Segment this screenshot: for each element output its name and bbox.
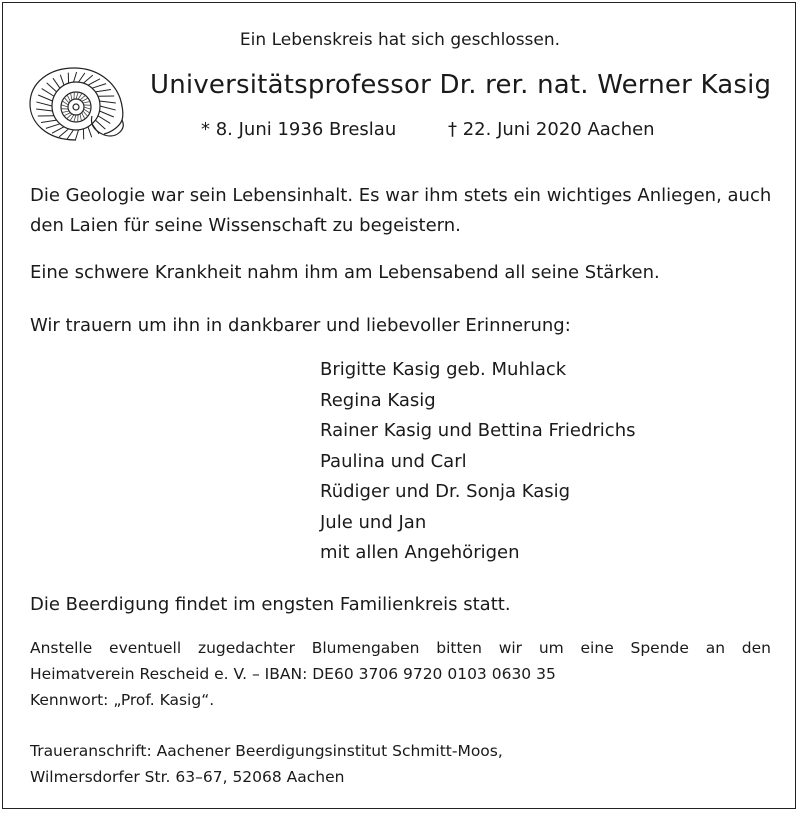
paragraph-geology: Die Geologie war sein Lebensinhalt. Es war ihm stets ein wichtiges Anliegen, auch den Laien für seine Wissenschaft zu begeistern. bbox=[30, 185, 772, 236]
donation-note bbox=[30, 635, 771, 713]
birth-date: * 8. Juni 1936 Breslau bbox=[201, 119, 397, 140]
death-date: † 22. Juni 2020 Aachen bbox=[448, 119, 655, 140]
mourner-name: Rüdiger und Dr. Sonja Kasig bbox=[320, 481, 571, 502]
intro-line: Ein Lebenskreis hat sich geschlossen. bbox=[239, 30, 561, 50]
donation-line: Anstelle eventuell zugedachter Blumengaben bitten wir um eine Spende an den bbox=[30, 639, 771, 657]
mourner-name: Regina Kasig bbox=[320, 389, 436, 411]
mourner-name: Brigitte Kasig geb. Muhlack bbox=[320, 359, 567, 380]
donation-line: Heimatverein Rescheid e. V. – IBAN: DE60 3706 9720 0103 0630 35 bbox=[30, 665, 556, 683]
paragraph-mourning: Wir trauern um ihn in dankbarer und liebevoller Erinnerung: bbox=[30, 315, 571, 336]
mourner-name: Jule und Jan bbox=[320, 511, 427, 533]
donation-line: Kennwort: „Prof. Kasig“. bbox=[30, 691, 215, 709]
address-line: Traueranschrift: Aachener Beerdigungsinstitut Schmitt-Moos, bbox=[30, 742, 503, 760]
mourner-name: Rainer Kasig und Bettina Friedrichs bbox=[320, 420, 636, 441]
mourner-name: mit allen Angehörigen bbox=[320, 542, 520, 563]
paragraph-funeral: Die Beerdigung findet im engsten Familienkreis statt. bbox=[30, 594, 511, 615]
deceased-name: Universitätsprofessor Dr. rer. nat. Werner Kasig bbox=[150, 70, 772, 100]
mourners-list bbox=[320, 355, 635, 569]
ammonite-fossil-icon bbox=[24, 62, 128, 146]
mourner-name: Paulina und Carl bbox=[320, 450, 467, 472]
address-line: Wilmersdorfer Str. 63–67, 52068 Aachen bbox=[30, 768, 345, 786]
mourning-address bbox=[30, 738, 771, 790]
paragraph-illness: Eine schwere Krankheit nahm ihm am Lebensabend all seine Stärken. bbox=[30, 262, 660, 283]
